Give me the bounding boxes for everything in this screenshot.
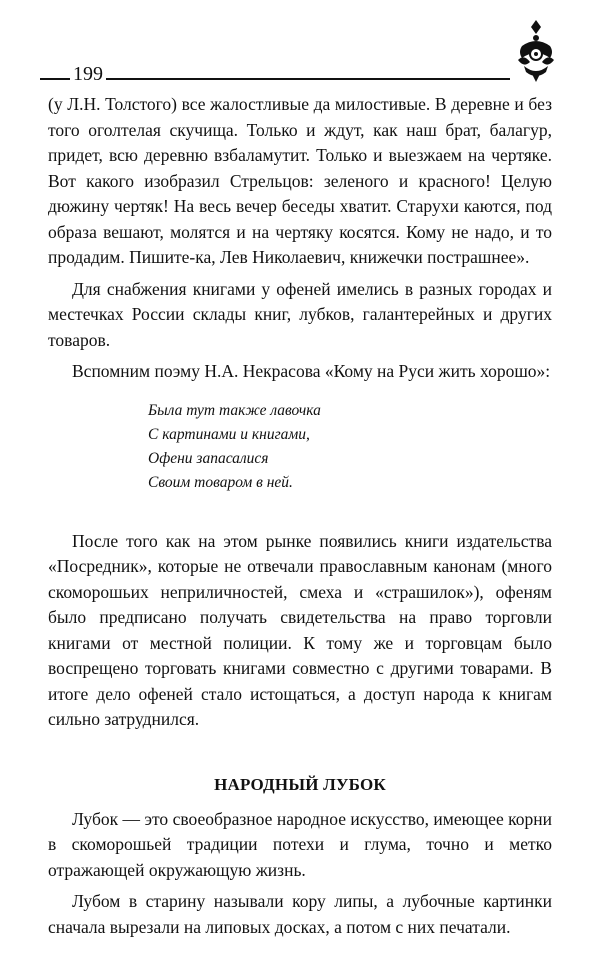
header-rule [40,78,510,80]
page-header [40,18,570,84]
decorative-ornament-icon [512,18,560,84]
poem-line: С картинами и книгами, [148,425,310,443]
paragraph-posrednik: После того как на этом рынке появились книги издательства «Посредник», которые не отвечали православным канонам (много скоморошьих неприличностей, смеха и «страшилок»), офеням было предписано получать свидетельства на право торговли книгами от местной полиции. К тому же и торговцам было воспрещено торговать книгами совместно с другими товарами. В итоге дело офеней стало истощаться, а доступ народа к книгам сильно затруднился. [48,530,552,729]
poem-line: Офени запасалися [148,449,269,467]
paragraph-lubok-definition: Лубок — это своеобразное народное искусство, имеющее корни в скоморошьей традиции потехи и глума, точно и метко отражающей окружающую жизнь. [48,808,552,880]
paragraph-continuation: (у Л.Н. Толстого) все жалостливые да милостивые. В деревне и без того оголтелая скучища. Только и ждут, как наш брат, балагур, придет, всю деревню взбаламутит. Только и выезжаем на чертяке. Вот какого изобразил Стрельцов: зеленого и красного! Целую дюжину чертяк! На весь вечер беседы хватит. Старухи каются, под образа вешают, молятся и на чертяку косятся. Кому не надо, и то продадим. Пишите-ка, Лев Николаевич, книжечки пострашнее». [48,94,552,267]
poem-line: Была тут также лавочка [148,401,321,419]
paragraph-nekrasov-intro: Вспомним поэму Н.А. Некрасова «Кому на Руси жить хорошо»: [72,361,551,381]
poem-quote [148,399,552,495]
paragraph-supply: Для снабжения книгами у офеней имелись в разных городах и местечках России склады книг, лубков, галантерейных и других товаров. [48,278,552,350]
poem-line: Своим товаром в ней. [148,473,293,491]
section-heading: НАРОДНЫЙ ЛУБОК [214,774,386,794]
page-number: 199 [70,62,106,86]
paragraph-lubok-origin: Лубом в старину называли кору липы, а лубочные картинки сначала вырезали на липовых досках, а потом с них печатали. [48,891,552,937]
page-body [48,92,552,940]
